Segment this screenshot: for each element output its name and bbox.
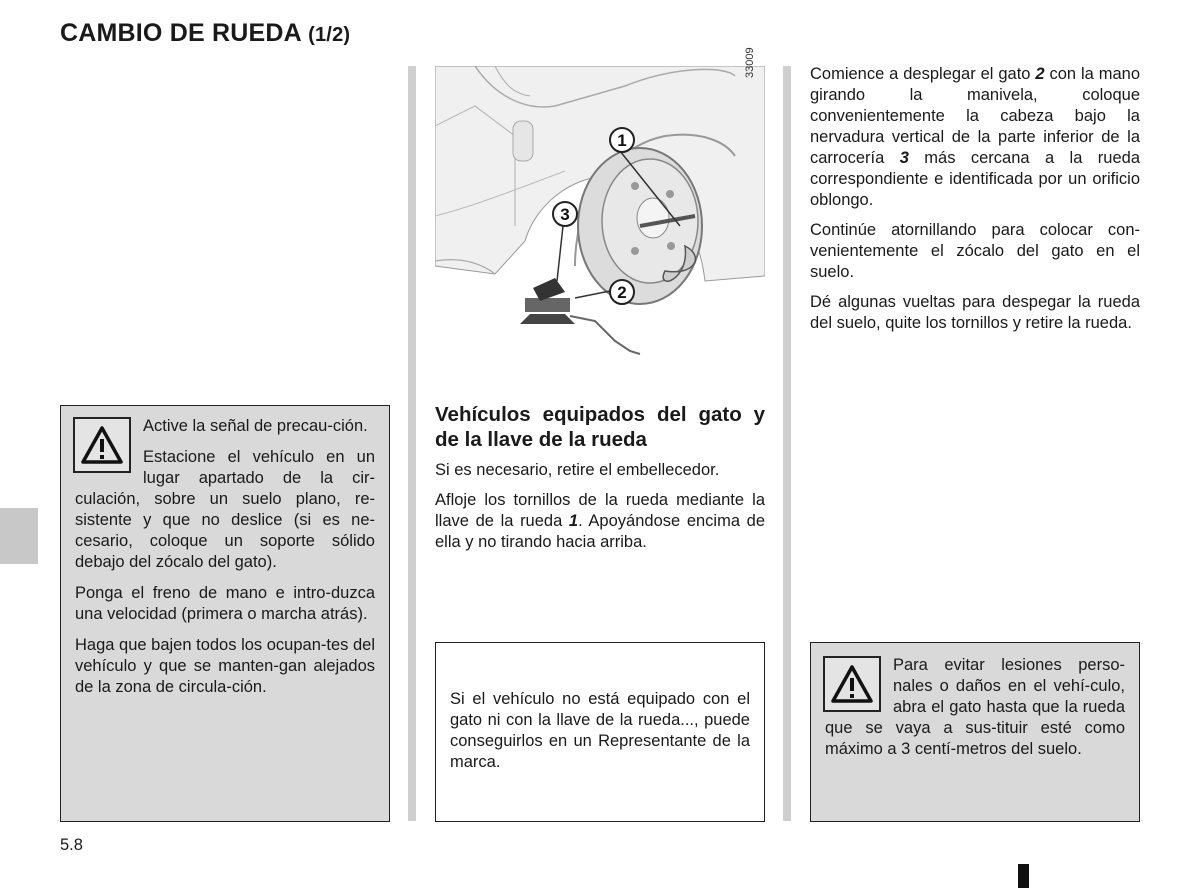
callout-3 bbox=[553, 202, 577, 226]
right-p1-b: con la mano girando la manivela, coloque convenientemente la cabeza bajo la nervadura vertical de la parte inferior de la carrocería bbox=[810, 65, 1140, 167]
right-p1-a: Comience a desplegar el gato bbox=[810, 65, 1036, 83]
page-title bbox=[60, 19, 350, 48]
warning-triangle-icon bbox=[823, 656, 881, 712]
warning-left-p1: Active la señal de precau-ción. bbox=[143, 417, 368, 435]
callout-2-label: 2 bbox=[617, 283, 627, 302]
page-number: 5.8 bbox=[60, 836, 83, 854]
right-p2: Continúe atornillando para colocar con-venientemente el zócalo del gato en el suelo. bbox=[810, 221, 1140, 281]
warning-right-text: Para evitar lesiones perso-nales o daños en el vehí-culo, abra el gato hasta que la rueda que se vaya a sus-tituir esté como máximo a 3 centí-metros del suelo. bbox=[825, 656, 1125, 758]
ref-3: 3 bbox=[899, 149, 909, 167]
ref-1: 1 bbox=[568, 512, 579, 530]
middle-p2-b: . Apoyándose encima de ella y no tirando hacia arriba. bbox=[435, 512, 766, 551]
middle-p2-a: Afloje los tornillos de la rueda mediante la llave de la rueda bbox=[435, 491, 765, 530]
column-divider-right bbox=[783, 66, 791, 821]
middle-column bbox=[435, 402, 765, 562]
ref-2: 2 bbox=[1035, 65, 1045, 83]
warning-left-p4: Haga que bajen todos los ocupan-tes del vehículo y que se manten-gan alejados de la zona de circula-ción. bbox=[75, 636, 375, 696]
page-title-text: CAMBIO DE RUEDA bbox=[60, 19, 301, 47]
note-box bbox=[435, 642, 765, 822]
right-p1 bbox=[810, 64, 1140, 211]
callout-1-label: 1 bbox=[617, 131, 627, 150]
middle-p2 bbox=[435, 490, 765, 553]
note-text: Si el vehículo no está equipado con el gato ni con la llave de la rueda..., puede conseguirlos en un Representante de la marca. bbox=[450, 690, 750, 771]
middle-p1: Si es necesario, retire el embellecedor. bbox=[435, 461, 720, 479]
callout-1 bbox=[610, 128, 634, 152]
warning-left-p2: Estacione el vehículo en un lugar apartado de la cir-culación, sobre un suelo plano, re-sistente y que no deslice (si es ne-cesario, coloque un soporte sólido debajo del zócalo del gato). bbox=[75, 448, 375, 571]
page-title-suffix: (1/2) bbox=[308, 24, 351, 46]
illustration-code: 33009 bbox=[744, 47, 756, 78]
callout-3-label: 3 bbox=[560, 205, 570, 224]
warning-triangle-icon bbox=[73, 417, 131, 473]
jack-illustration bbox=[435, 66, 765, 364]
warning-left-p3: Ponga el freno de mano e intro-duzca una velocidad (primera o marcha atrás). bbox=[75, 584, 375, 623]
section-heading: Vehículos equipados del gato y de la llave de la rueda bbox=[435, 403, 765, 451]
page-corner-mark bbox=[1018, 864, 1029, 888]
warning-box-left bbox=[60, 405, 390, 822]
callout-2 bbox=[610, 280, 634, 304]
chapter-tab bbox=[0, 508, 38, 564]
right-p3: Dé algunas vueltas para despegar la rueda del suelo, quite los tornillos y retire la rueda. bbox=[810, 293, 1140, 332]
warning-box-right bbox=[810, 642, 1140, 822]
right-column bbox=[810, 64, 1140, 343]
right-p1-c: más cercana a la rueda correspondiente e identificada por un orificio oblongo. bbox=[810, 149, 1141, 209]
column-divider-left bbox=[408, 66, 416, 821]
